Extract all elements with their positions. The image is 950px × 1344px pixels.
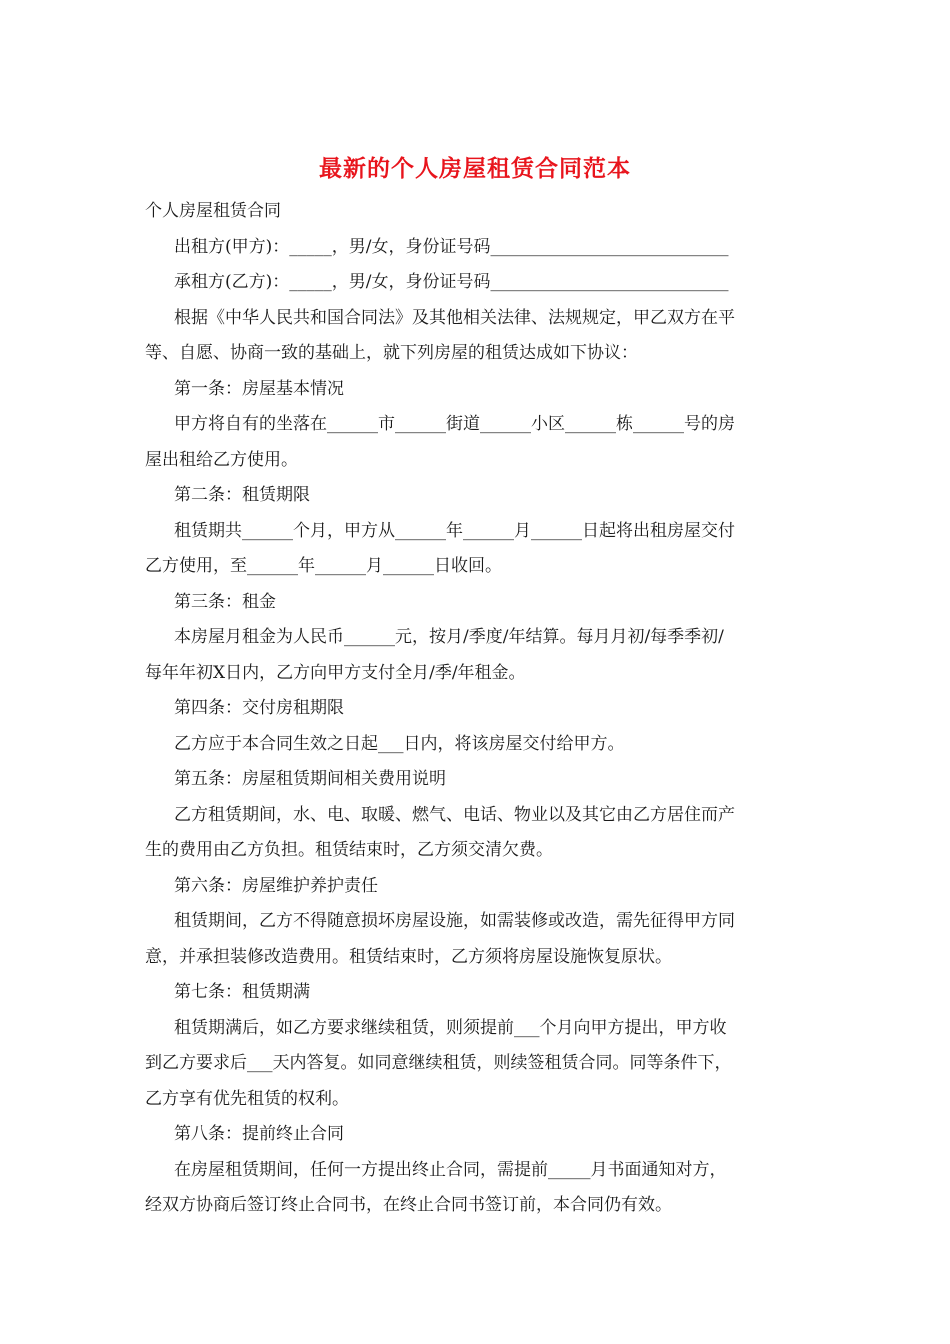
document-line: 经双方协商后签订终止合同书，在终止合同书签订前，本合同仍有效。 (145, 1195, 672, 1215)
document-line: 第四条：交付房租期限 (174, 698, 344, 718)
document-line: 乙方使用，至______年______月______日收回。 (145, 556, 502, 576)
document-line: 第一条：房屋基本情况 (174, 378, 344, 399)
document-line: 乙方租赁期间，水、电、取暖、燃气、电话、物业以及其它由乙方居住而产 (174, 804, 735, 825)
document-line: 租赁期共______个月，甲方从______年______月______日起将出租房屋交付 (174, 520, 735, 541)
document-line: 到乙方要求后___天内答复。如同意继续租赁，则续签租赁合同。同等条件下， (145, 1053, 732, 1073)
document-title: 最新的个人房屋租赁合同范本 (319, 155, 631, 182)
document-line: 第三条：租金 (174, 591, 276, 612)
document-line: 第六条：房屋维护养护责任 (174, 875, 378, 896)
document-line: 个人房屋租赁合同 (145, 201, 281, 221)
document-line: 每年年初X日内，乙方向甲方支付全月/季/年租金。 (145, 662, 526, 683)
document-line: 在房屋租赁期间，任何一方提出终止合同，需提前_____月书面通知对方， (174, 1159, 727, 1180)
document-line: 第七条：租赁期满 (174, 982, 310, 1002)
document-line: 承租方(乙方)：_____，男/女，身份证号码____________________________ (174, 272, 729, 292)
document-body (145, 194, 805, 1224)
document-line: 第八条：提前终止合同 (174, 1124, 344, 1144)
document-line: 屋出租给乙方使用。 (145, 449, 298, 470)
document-line: 租赁期满后，如乙方要求继续租赁，则须提前___个月向甲方提出，甲方收 (174, 1017, 727, 1038)
document-line: 等、自愿、协商一致的基础上，就下列房屋的租赁达成如下协议： (145, 343, 638, 363)
document-line: 根据《中华人民共和国合同法》及其他相关法律、法规规定，甲乙双方在平 (174, 307, 735, 328)
document-line: 乙方享有优先租赁的权利。 (145, 1088, 349, 1109)
document-line: 甲方将自有的坐落在______市______街道______小区______栋______号的房 (174, 414, 735, 434)
document-line: 本房屋月租金为人民币______元，按月/季度/年结算。每月月初/每季季初/ (174, 627, 724, 647)
document-line: 出租方(甲方)：_____，男/女，身份证号码____________________________ (174, 236, 729, 257)
document-line: 第五条：房屋租赁期间相关费用说明 (174, 769, 446, 789)
document-line: 租赁期间，乙方不得随意损坏房屋设施，如需装修或改造，需先征得甲方同 (174, 911, 735, 931)
document-line: 生的费用由乙方负担。租赁结束时，乙方须交清欠费。 (145, 840, 553, 860)
document-line: 意，并承担装修改造费用。租赁结束时，乙方须将房屋设施恢复原状。 (145, 946, 672, 967)
document-line: 乙方应于本合同生效之日起___日内，将该房屋交付给甲方。 (174, 733, 625, 754)
document-line: 第二条：租赁期限 (174, 485, 310, 505)
